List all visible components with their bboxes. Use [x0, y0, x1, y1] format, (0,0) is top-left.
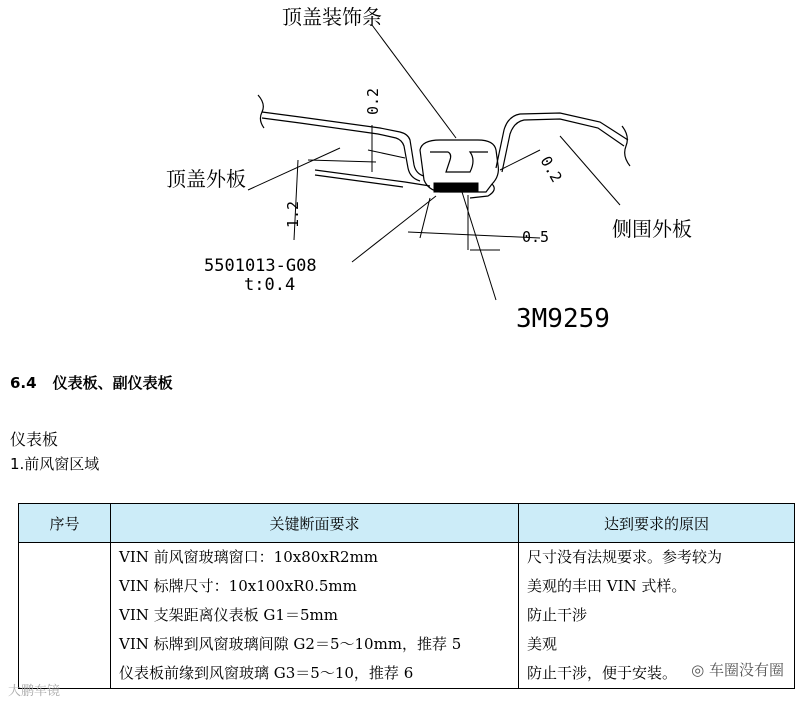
reason-line: 美观 — [527, 635, 558, 653]
header-reason: 达到要求的原因 — [519, 504, 795, 543]
part-number-label: 5501013-G08 — [204, 256, 317, 276]
dim-bottom: 0.5 — [522, 228, 550, 246]
watermark-left: 大鹏车镜 — [8, 684, 61, 699]
side-outer-panel-label: 侧围外板 — [612, 217, 692, 241]
dim-left: 1.2 — [284, 200, 302, 228]
row-index — [19, 543, 111, 689]
header-index: 序号 — [19, 504, 111, 543]
roof-trim-label: 顶盖装饰条 — [282, 5, 382, 29]
reason-line: 尺寸没有法规要求。参考较为 — [527, 548, 723, 566]
wechat-icon: ◎ — [691, 661, 709, 679]
watermark-right-text: 车圈没有圈 — [708, 661, 784, 679]
roof-outer-panel-label: 顶盖外板 — [166, 167, 246, 191]
cross-section-drawing — [0, 0, 804, 340]
reason-line: 防止干涉 — [527, 606, 588, 624]
requirement-line: VIN 前风窗玻璃窗口：10x80xR2mm — [119, 548, 379, 566]
tape-hatch — [434, 183, 478, 192]
section-heading — [10, 372, 173, 393]
requirements-cell — [111, 543, 519, 689]
requirement-line: 仪表板前缘到风窗玻璃 G3＝5～10，推荐 6 — [119, 664, 414, 682]
subheading: 仪表板 — [10, 430, 59, 449]
requirement-line: VIN 标牌尺寸：10x100xR0.5mm — [119, 577, 357, 595]
requirement-line: VIN 支架距离仪表板 G1＝5mm — [119, 606, 338, 624]
table-header-row — [19, 504, 795, 543]
section-title: 仪表板、副仪表板 — [52, 374, 173, 392]
table-row — [19, 543, 795, 689]
side-outer-panel-line — [496, 113, 628, 168]
thickness-label: t:0.4 — [244, 275, 296, 295]
header-requirement: 关键断面要求 — [111, 504, 519, 543]
dim-top-right: 0.2 — [536, 153, 566, 186]
subsubheading: 1.前风窗区域 — [10, 455, 100, 473]
dim-top-left: 0.2 — [364, 87, 382, 115]
requirements-table — [18, 503, 795, 689]
section-number: 6.4 — [10, 374, 37, 392]
watermark-right — [691, 659, 784, 680]
reason-line: 防止干涉，便于安装。 — [527, 664, 678, 682]
requirement-line: VIN 标牌到风窗玻璃间隙 G2＝5～10mm，推荐 5 — [119, 635, 462, 653]
tape-label: 3M9259 — [516, 304, 610, 334]
reason-line: 美观的丰田 VIN 式样。 — [527, 577, 687, 595]
